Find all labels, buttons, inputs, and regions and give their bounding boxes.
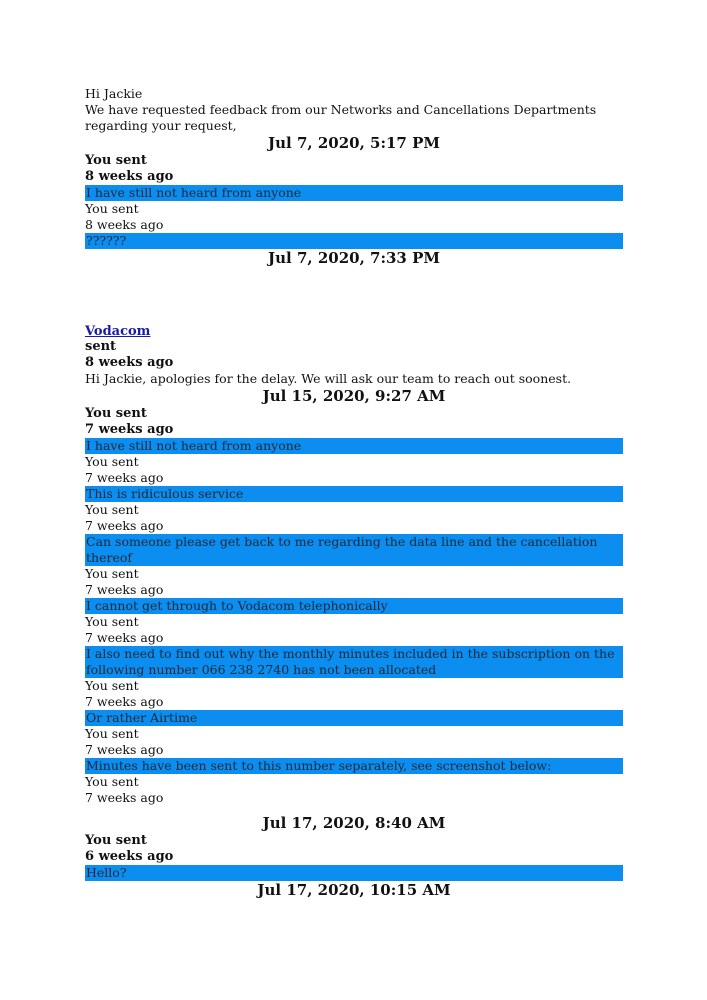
vendor-link[interactable]: Vodacom [85,324,151,339]
message-bubble: I have still not heard from anyone [85,185,623,201]
sender-label: You sent [85,614,139,629]
timestamp-header: Jul 7, 2020, 7:33 PM [268,249,440,267]
message-bubble: Minutes have been sent to this number separately, see screenshot below: [85,758,623,774]
vendor-message: Hi Jackie, apologies for the delay. We will ask our team to reach out soonest. [85,371,572,386]
relative-time: 7 weeks ago [85,422,174,437]
message-bubble: Can someone please get back to me regarding the data line and the cancellation thereof [85,534,623,566]
timestamp-header: Jul 15, 2020, 9:27 AM [262,387,446,405]
sender-label: You sent [85,833,147,848]
relative-time: 8 weeks ago [85,217,164,232]
relative-time: 7 weeks ago [85,630,164,645]
sender-label: You sent [85,678,139,693]
relative-time: 7 weeks ago [85,694,164,709]
relative-time: 6 weeks ago [85,849,174,864]
message-bubble: This is ridiculous service [85,486,623,502]
timestamp-header: Jul 17, 2020, 10:15 AM [257,881,451,899]
message-bubble: Or rather Airtime [85,710,623,726]
relative-time: 7 weeks ago [85,790,164,805]
message-bubble: Hello? [85,865,623,881]
sender-label: You sent [85,566,139,581]
relative-time: 8 weeks ago [85,169,174,184]
relative-time: 7 weeks ago [85,518,164,533]
relative-time: 7 weeks ago [85,742,164,757]
sender-label: You sent [85,726,139,741]
relative-time: 7 weeks ago [85,470,164,485]
timestamp-header: Jul 7, 2020, 5:17 PM [268,134,440,152]
sender-label: You sent [85,201,139,216]
spacer [85,806,623,814]
spacer [85,268,623,324]
sender-label: You sent [85,774,139,789]
conversation-transcript [85,86,623,900]
message-bubble: I cannot get through to Vodacom telephonically [85,598,623,614]
agent-message: We have requested feedback from our Networks and Cancellations Departments regarding your request, [85,102,597,133]
sender-label: You sent [85,153,147,168]
message-bubble: ?????? [85,233,623,249]
sender-label: You sent [85,406,147,421]
greeting: Hi Jackie [85,86,143,101]
sent-label: sent [85,339,117,354]
relative-time: 8 weeks ago [85,355,174,370]
relative-time: 7 weeks ago [85,582,164,597]
message-bubble: I have still not heard from anyone [85,438,623,454]
timestamp-header: Jul 17, 2020, 8:40 AM [262,814,446,832]
message-bubble: I also need to find out why the monthly minutes included in the subscription on the following number 066 238 2740 has not been allocated [85,646,623,678]
sender-label: You sent [85,502,139,517]
sender-label: You sent [85,454,139,469]
